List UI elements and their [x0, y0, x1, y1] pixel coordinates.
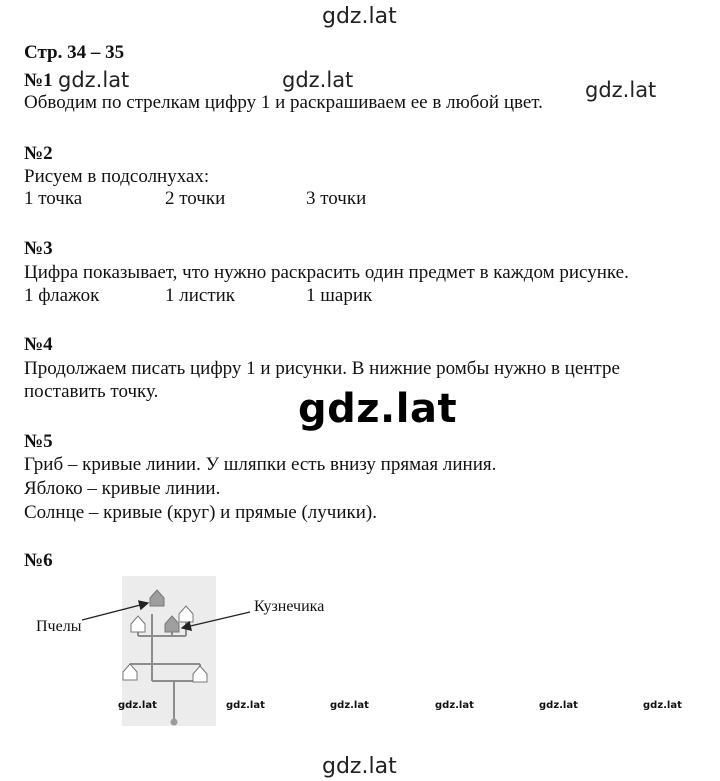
- watermark-small-5: gdz.lat: [539, 700, 578, 711]
- label-bees: Пчелы: [36, 618, 82, 635]
- watermark-small-3: gdz.lat: [330, 700, 369, 711]
- task3-item-3: 1 шарик: [306, 285, 373, 306]
- task3-item-1: 1 флажок: [24, 285, 100, 306]
- task5-line-3: Солнце – кривые (круг) и прямые (лучики).: [24, 502, 377, 523]
- task5-number: №5: [24, 431, 53, 452]
- task2-item-3: 3 точки: [306, 188, 367, 209]
- task3-item-2: 1 листик: [165, 285, 236, 306]
- label-grasshopper: Кузнечика: [254, 598, 325, 615]
- task4-line-1: Продолжаем писать цифру 1 и рисунки. В нижние ромбы нужно в центре: [24, 358, 620, 379]
- task2-number: №2: [24, 143, 53, 164]
- task6-number: №6: [24, 550, 53, 571]
- task5-line-2: Яблоко – кривые линии.: [24, 478, 221, 499]
- watermark-line1-c: gdz.lat: [585, 78, 657, 102]
- watermark-center: gdz.lat: [298, 386, 458, 432]
- task2-item-1: 1 точка: [24, 188, 83, 209]
- task5-line-1: Гриб – кривые линии. У шляпки есть внизу прямая линия.: [24, 454, 497, 475]
- watermark-line1-b: gdz.lat: [282, 68, 354, 92]
- task2-text: Рисуем в подсолнухах:: [24, 166, 210, 187]
- watermark-small-4: gdz.lat: [435, 700, 474, 711]
- watermark-small-2: gdz.lat: [226, 700, 265, 711]
- task3-text: Цифра показывает, что нужно раскрасить один предмет в каждом рисунке.: [24, 262, 629, 283]
- task4-line-2: поставить точку.: [24, 381, 159, 402]
- watermark-bottom: gdz.lat: [322, 754, 397, 779]
- task4-number: №4: [24, 334, 53, 355]
- task2-item-2: 2 точки: [165, 188, 226, 209]
- watermark-small-6: gdz.lat: [643, 700, 682, 711]
- task1-text: Обводим по стрелкам цифру 1 и раскрашиваем ее в любой цвет.: [24, 92, 543, 113]
- watermark-line1-a: gdz.lat: [58, 68, 130, 92]
- task1-number: №1: [24, 70, 53, 91]
- watermark-top: gdz.lat: [322, 4, 397, 29]
- watermark-small-1: gdz.lat: [118, 700, 157, 711]
- task3-number: №3: [24, 238, 53, 259]
- page-header: Стр. 34 – 35: [24, 42, 125, 63]
